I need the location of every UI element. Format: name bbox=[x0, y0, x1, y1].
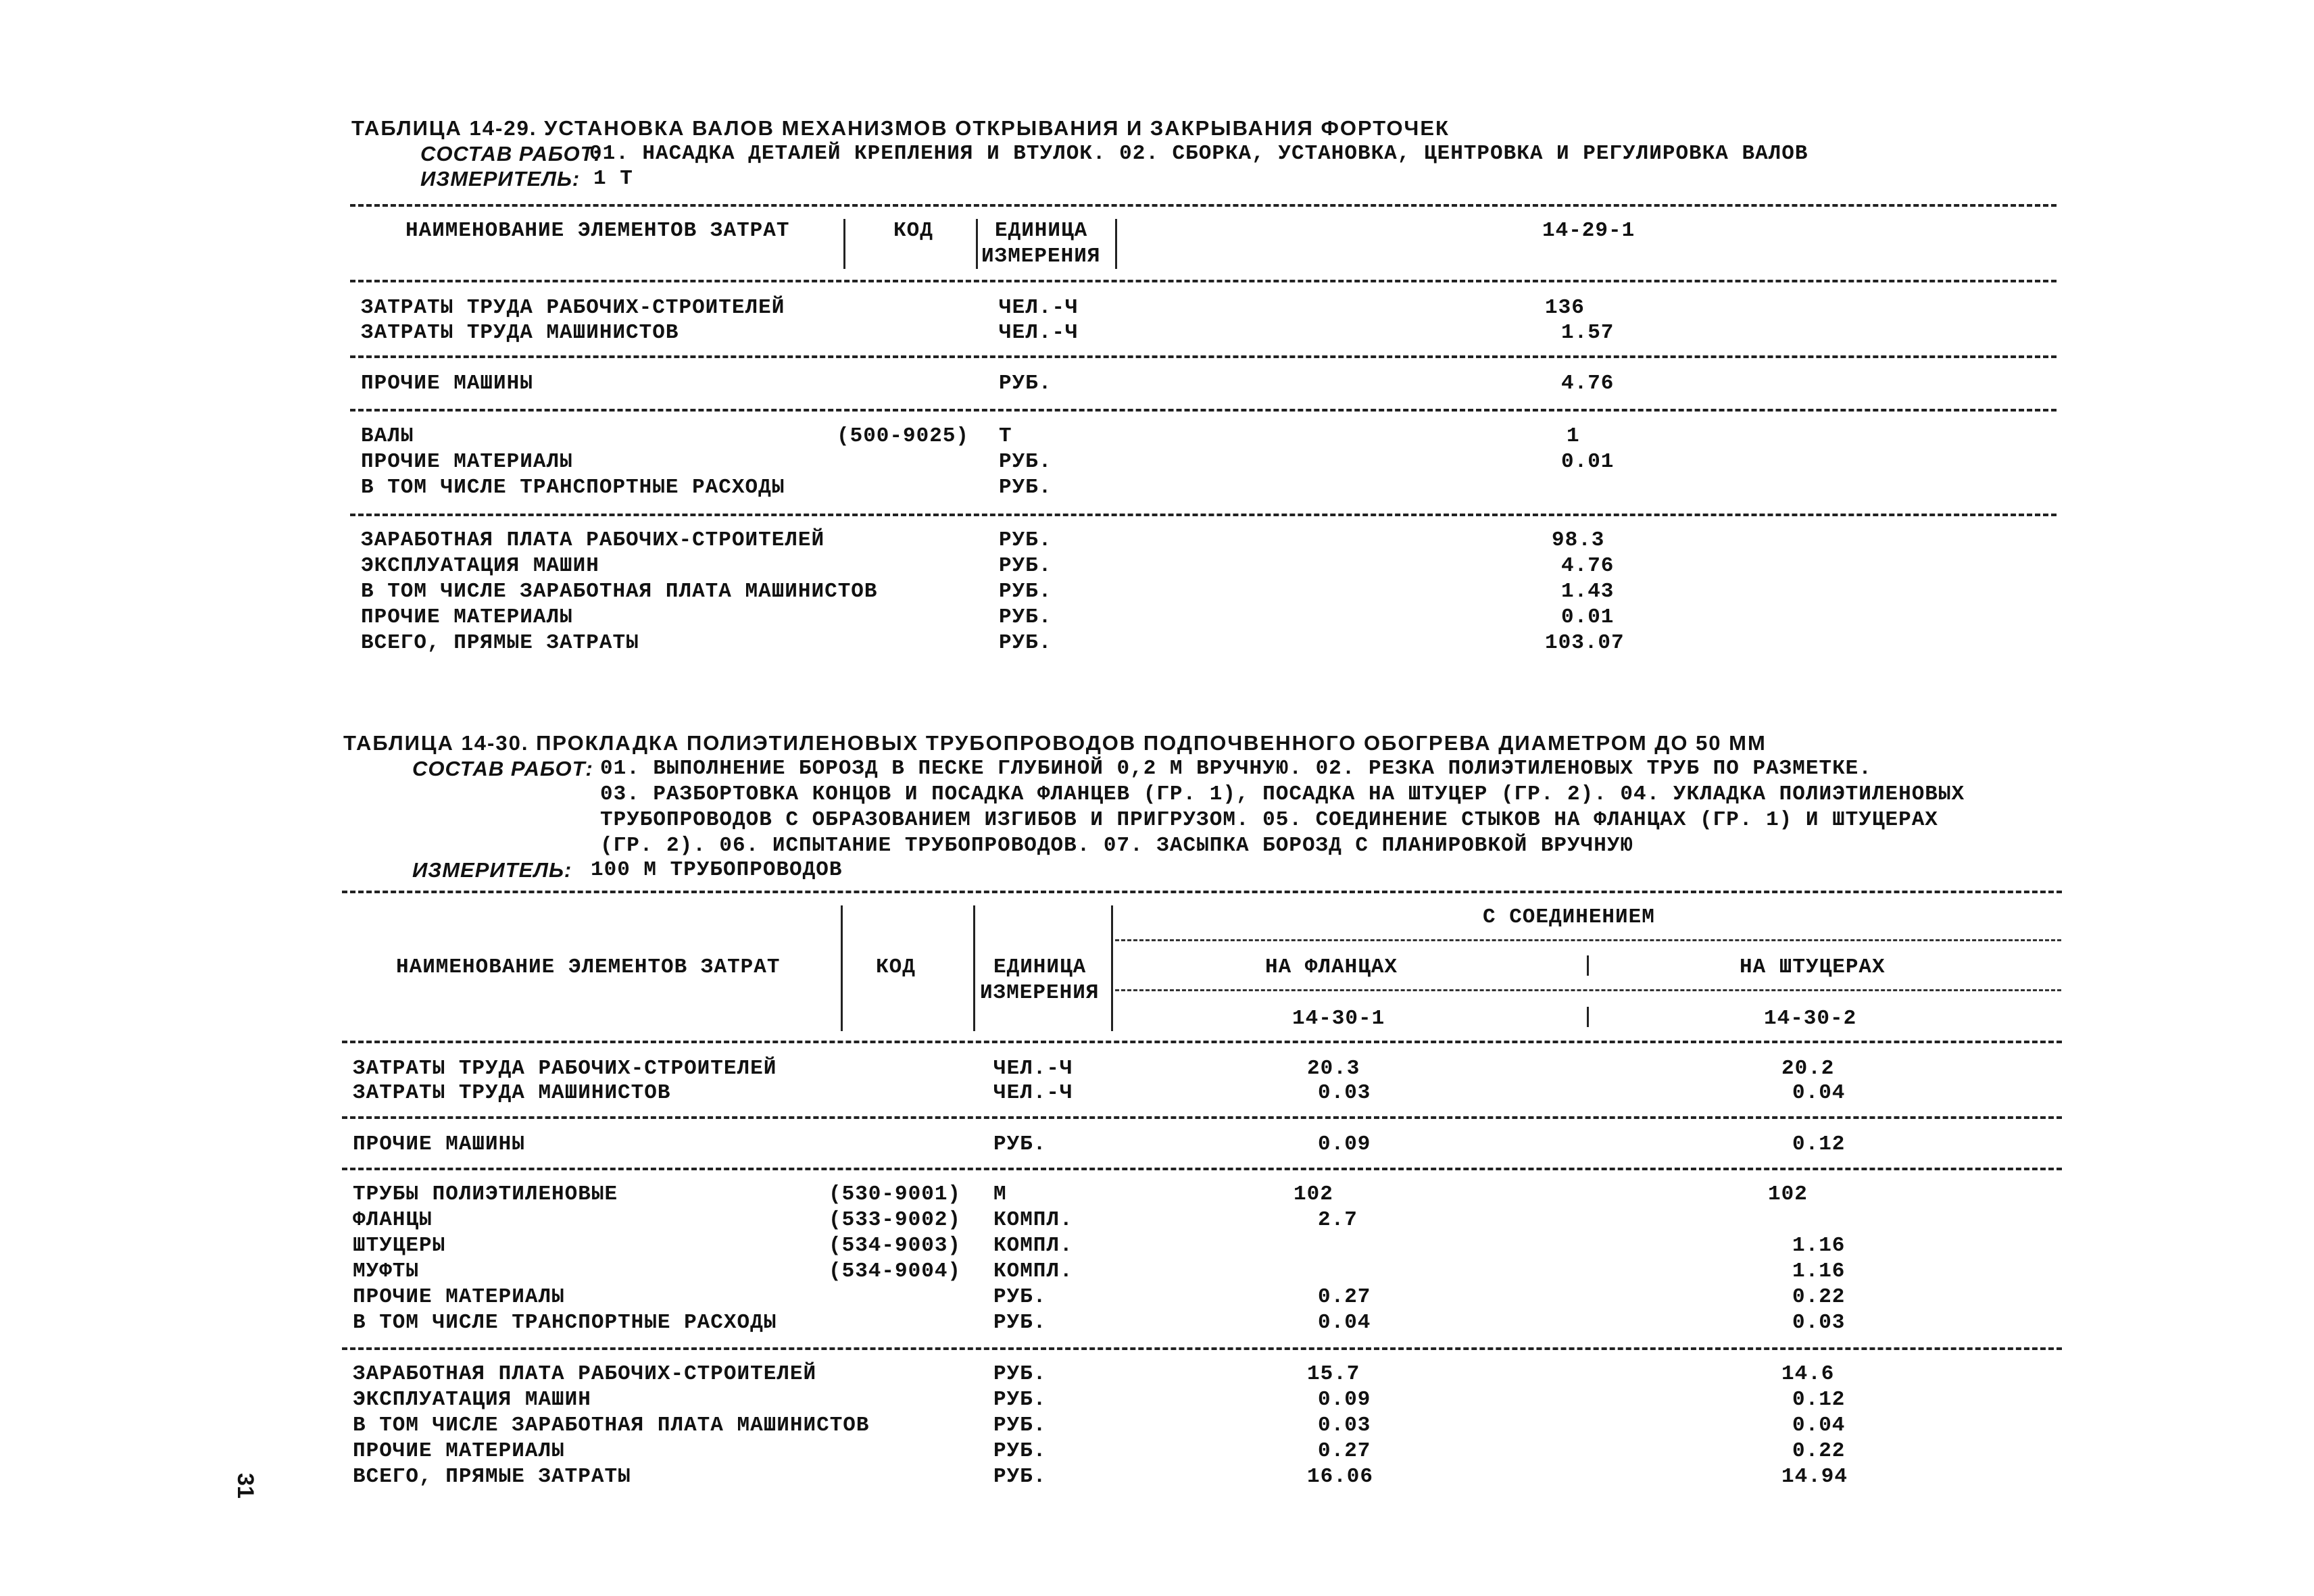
row-value-2: 0.04 bbox=[1792, 1414, 1846, 1437]
row-value-2: 0.03 bbox=[1792, 1311, 1846, 1335]
table2-sostav-label: СОСТАВ РАБОТ: bbox=[412, 757, 593, 780]
row-name: ЗАРАБОТНАЯ ПЛАТА РАБОЧИХ-СТРОИТЕЛЕЙ bbox=[353, 1362, 817, 1386]
row-value-2: 0.22 bbox=[1792, 1285, 1846, 1309]
row-unit: РУБ. bbox=[999, 554, 1052, 578]
row-name: ЗАТРАТЫ ТРУДА МАШИНИСТОВ bbox=[353, 1081, 671, 1105]
row-unit: ЧЕЛ.-Ч bbox=[993, 1081, 1073, 1105]
row-name: В ТОМ ЧИСЛЕ ЗАРАБОТНАЯ ПЛАТА МАШИНИСТОВ bbox=[353, 1414, 870, 1437]
row-name: ПРОЧИЕ МАТЕРИАЛЫ bbox=[361, 605, 573, 629]
table2-header-subrule bbox=[1115, 989, 2061, 991]
row-name: ЗАТРАТЫ ТРУДА РАБОЧИХ-СТРОИТЕЛЕЙ bbox=[353, 1057, 777, 1080]
table2-sostav-line: (ГР. 2). 06. ИСПЫТАНИЕ ТРУБОПРОВОДОВ. 07. ЗАСЫПКА БОРОЗД С ПЛАНИРОВКОЙ ВРУЧНУЮ bbox=[600, 834, 1634, 857]
table2-header-subrule bbox=[1115, 939, 2061, 941]
row-value-1: 4.76 bbox=[1561, 554, 1615, 578]
table2-header-name: НАИМЕНОВАНИЕ ЭЛЕМЕНТОВ ЗАТРАТ bbox=[396, 955, 781, 979]
row-value-2: 14.94 bbox=[1781, 1465, 1848, 1489]
row-value-2: 0.12 bbox=[1792, 1388, 1846, 1412]
row-unit: РУБ. bbox=[993, 1388, 1047, 1412]
row-code: (533-9002) bbox=[829, 1208, 962, 1232]
row-value-2: 1.16 bbox=[1792, 1234, 1846, 1257]
row-value-1: 98.3 bbox=[1552, 528, 1605, 552]
row-unit: РУБ. bbox=[993, 1414, 1047, 1437]
row-unit: РУБ. bbox=[993, 1132, 1047, 1156]
table1-title: ТАБЛИЦА 14-29. УСТАНОВКА ВАЛОВ МЕХАНИЗМОВ ОТКРЫВАНИЯ И ЗАКРЫВАНИЯ ФОРТОЧЕК bbox=[351, 116, 1450, 140]
table2-sostav-line: 03. РАЗБОРТОВКА КОНЦОВ И ПОСАДКА ФЛАНЦЕВ (ГР. 1), ПОСАДКА НА ШТУЦЕР (ГР. 2). 04. УКЛАДКА ПОЛИЭТИЛЕНОВЫХ bbox=[600, 782, 1965, 806]
table2-sostav-line: 01. ВЫПОЛНЕНИЕ БОРОЗД В ПЕСКЕ ГЛУБИНОЙ 0,2 М ВРУЧНУЮ. 02. РЕЗКА ПОЛИЭТИЛЕНОВЫХ ТРУБ ПО РАЗМЕТКЕ. bbox=[600, 757, 1872, 780]
row-name: ЭКСПЛУАТАЦИЯ МАШИН bbox=[353, 1388, 591, 1412]
row-unit: ЧЕЛ.-Ч bbox=[999, 296, 1079, 320]
row-value-2: 0.04 bbox=[1792, 1081, 1846, 1105]
row-code: (530-9001) bbox=[829, 1182, 962, 1206]
table1-top-rule bbox=[350, 204, 2057, 207]
row-value-1: 0.03 bbox=[1318, 1414, 1371, 1437]
row-name: ЗАТРАТЫ ТРУДА МАШИНИСТОВ bbox=[361, 321, 679, 345]
row-value-1: 0.04 bbox=[1318, 1311, 1371, 1335]
table1-header-sep bbox=[1115, 219, 1117, 269]
row-name: В ТОМ ЧИСЛЕ ТРАНСПОРТНЫЕ РАСХОДЫ bbox=[361, 476, 785, 499]
row-unit: РУБ. bbox=[999, 476, 1052, 499]
row-unit: РУБ. bbox=[999, 605, 1052, 629]
table2-header-rule bbox=[342, 1041, 2062, 1043]
table1-sostav-text: 01. НАСАДКА ДЕТАЛЕЙ КРЕПЛЕНИЯ И ВТУЛОК. 02. СБОРКА, УСТАНОВКА, ЦЕНТРОВКА И РЕГУЛИРОВКА ВАЛОВ bbox=[589, 142, 1808, 166]
table2-header-sep bbox=[973, 905, 975, 1031]
row-name: В ТОМ ЧИСЛЕ ТРАНСПОРТНЫЕ РАСХОДЫ bbox=[353, 1311, 777, 1335]
row-code: (534-9004) bbox=[829, 1260, 962, 1283]
row-name: ПРОЧИЕ МАТЕРИАЛЫ bbox=[361, 450, 573, 474]
table2-title: ТАБЛИЦА 14-30. ПРОКЛАДКА ПОЛИЭТИЛЕНОВЫХ ТРУБОПРОВОДОВ ПОДПОЧВЕННОГО ОБОГРЕВА ДИАМЕТРОМ ДО 50 ММ bbox=[343, 731, 1767, 755]
row-value-2: 0.22 bbox=[1792, 1439, 1846, 1463]
row-name: ВАЛЫ bbox=[361, 424, 414, 448]
row-unit: РУБ. bbox=[999, 528, 1052, 552]
table1-header-code: КОД bbox=[893, 219, 933, 243]
row-value-1: 0.09 bbox=[1318, 1132, 1371, 1156]
row-unit: РУБ. bbox=[993, 1285, 1047, 1309]
table2-izmeritel-value: 100 М ТРУБОПРОВОДОВ bbox=[591, 858, 843, 882]
row-value-1: 0.09 bbox=[1318, 1388, 1371, 1412]
table1-header-unit-1: ЕДИНИЦА bbox=[995, 219, 1088, 243]
row-name: ЭКСПЛУАТАЦИЯ МАШИН bbox=[361, 554, 599, 578]
table1-section-rule bbox=[350, 514, 2057, 516]
row-value-2: 20.2 bbox=[1781, 1057, 1835, 1080]
table2-izmeritel-label: ИЗМЕРИТЕЛЬ: bbox=[412, 858, 572, 882]
table1-header-name: НАИМЕНОВАНИЕ ЭЛЕМЕНТОВ ЗАТРАТ bbox=[405, 219, 790, 243]
row-name: ПРОЧИЕ МАШИНЫ bbox=[361, 372, 533, 395]
table2-header-group: С СОЕДИНЕНИЕМ bbox=[1483, 905, 1655, 929]
table1-header-rule bbox=[350, 280, 2057, 282]
row-name: ВСЕГО, ПРЯМЫЕ ЗАТРАТЫ bbox=[353, 1465, 631, 1489]
table2-header-sep bbox=[1587, 1007, 1589, 1027]
table1-izmeritel-label: ИЗМЕРИТЕЛЬ: bbox=[420, 167, 581, 191]
row-unit: КОМПЛ. bbox=[993, 1234, 1073, 1257]
row-value-1: 0.27 bbox=[1318, 1285, 1371, 1309]
page-number: 31 bbox=[232, 1473, 258, 1499]
row-name: ЗАРАБОТНАЯ ПЛАТА РАБОЧИХ-СТРОИТЕЛЕЙ bbox=[361, 528, 825, 552]
row-unit: ЧЕЛ.-Ч bbox=[999, 321, 1079, 345]
row-value-1: 0.01 bbox=[1561, 605, 1615, 629]
row-unit: РУБ. bbox=[993, 1465, 1047, 1489]
row-unit: РУБ. bbox=[993, 1311, 1047, 1335]
table2-section-rule bbox=[342, 1168, 2062, 1170]
table1-header-sep bbox=[843, 219, 845, 269]
row-name: ПРОЧИЕ МАТЕРИАЛЫ bbox=[353, 1439, 565, 1463]
table2-header-sep bbox=[1111, 905, 1113, 1031]
row-name: ПРОЧИЕ МАТЕРИАЛЫ bbox=[353, 1285, 565, 1309]
row-unit: ЧЕЛ.-Ч bbox=[993, 1057, 1073, 1080]
table2-header-unit-1: ЕДИНИЦА bbox=[993, 955, 1087, 979]
table2-header-unit-2: ИЗМЕРЕНИЯ bbox=[980, 981, 1100, 1005]
row-name: ПРОЧИЕ МАШИНЫ bbox=[353, 1132, 525, 1156]
row-value-1: 16.06 bbox=[1307, 1465, 1374, 1489]
row-value-2: 0.12 bbox=[1792, 1132, 1846, 1156]
table2-section-rule bbox=[342, 1347, 2062, 1350]
table2-top-rule bbox=[342, 891, 2062, 893]
row-name: ВСЕГО, ПРЯМЫЕ ЗАТРАТЫ bbox=[361, 631, 639, 655]
row-unit: РУБ. bbox=[999, 580, 1052, 603]
table1-section-rule bbox=[350, 355, 2057, 358]
row-value-1: 103.07 bbox=[1545, 631, 1625, 655]
row-value-1: 0.01 bbox=[1561, 450, 1615, 474]
row-value-1: 0.03 bbox=[1318, 1081, 1371, 1105]
row-unit: Т bbox=[999, 424, 1012, 448]
table2-header-sub1: НА ФЛАНЦАХ bbox=[1265, 955, 1398, 979]
table2-section-rule bbox=[342, 1116, 2062, 1119]
row-value-2: 14.6 bbox=[1781, 1362, 1835, 1386]
row-unit: РУБ. bbox=[999, 450, 1052, 474]
row-value-1: 102 bbox=[1294, 1182, 1333, 1206]
row-value-1: 0.27 bbox=[1318, 1439, 1371, 1463]
table1-header-col1: 14-29-1 bbox=[1542, 219, 1635, 243]
table2-header-sub2: НА ШТУЦЕРАХ bbox=[1740, 955, 1886, 979]
row-name: ЗАТРАТЫ ТРУДА РАБОЧИХ-СТРОИТЕЛЕЙ bbox=[361, 296, 785, 320]
table1-izmeritel-value: 1 Т bbox=[593, 167, 633, 191]
row-unit: М bbox=[993, 1182, 1007, 1206]
row-code: (500-9025) bbox=[837, 424, 970, 448]
row-value-2: 1.16 bbox=[1792, 1260, 1846, 1283]
table1-section-rule bbox=[350, 409, 2057, 412]
table1-sostav-label: СОСТАВ РАБОТ: bbox=[420, 142, 601, 166]
row-name: ФЛАНЦЫ bbox=[353, 1208, 433, 1232]
row-value-1: 136 bbox=[1545, 296, 1585, 320]
row-value-1: 1.43 bbox=[1561, 580, 1615, 603]
table2-sostav-line: ТРУБОПРОВОДОВ С ОБРАЗОВАНИЕМ ИЗГИБОВ И ПРИГРУЗОМ. 05. СОЕДИНЕНИЕ СТЫКОВ НА ФЛАНЦАХ (ГР. 1) И ШТУЦЕРАХ bbox=[600, 808, 1938, 832]
table2-header-col1: 14-30-1 bbox=[1292, 1007, 1385, 1030]
row-value-1: 1 bbox=[1567, 424, 1580, 448]
row-name: В ТОМ ЧИСЛЕ ЗАРАБОТНАЯ ПЛАТА МАШИНИСТОВ bbox=[361, 580, 878, 603]
row-name: ТРУБЫ ПОЛИЭТИЛЕНОВЫЕ bbox=[353, 1182, 618, 1206]
table1-header-unit-2: ИЗМЕРЕНИЯ bbox=[981, 245, 1101, 268]
row-code: (534-9003) bbox=[829, 1234, 962, 1257]
row-unit: КОМПЛ. bbox=[993, 1260, 1073, 1283]
row-unit: РУБ. bbox=[999, 631, 1052, 655]
row-value-1: 1.57 bbox=[1561, 321, 1615, 345]
row-value-1: 15.7 bbox=[1307, 1362, 1360, 1386]
table2-header-sep bbox=[841, 905, 843, 1031]
row-unit: РУБ. bbox=[993, 1439, 1047, 1463]
row-unit: РУБ. bbox=[993, 1362, 1047, 1386]
table2-header-col2: 14-30-2 bbox=[1764, 1007, 1857, 1030]
row-value-1: 20.3 bbox=[1307, 1057, 1360, 1080]
table1-header-sep bbox=[976, 219, 978, 269]
row-value-1: 2.7 bbox=[1318, 1208, 1358, 1232]
row-unit: КОМПЛ. bbox=[993, 1208, 1073, 1232]
row-unit: РУБ. bbox=[999, 372, 1052, 395]
row-value-1: 4.76 bbox=[1561, 372, 1615, 395]
row-name: МУФТЫ bbox=[353, 1260, 420, 1283]
table2-header-code: КОД bbox=[876, 955, 916, 979]
row-name: ШТУЦЕРЫ bbox=[353, 1234, 446, 1257]
table2-header-sep bbox=[1587, 955, 1589, 976]
row-value-2: 102 bbox=[1768, 1182, 1808, 1206]
